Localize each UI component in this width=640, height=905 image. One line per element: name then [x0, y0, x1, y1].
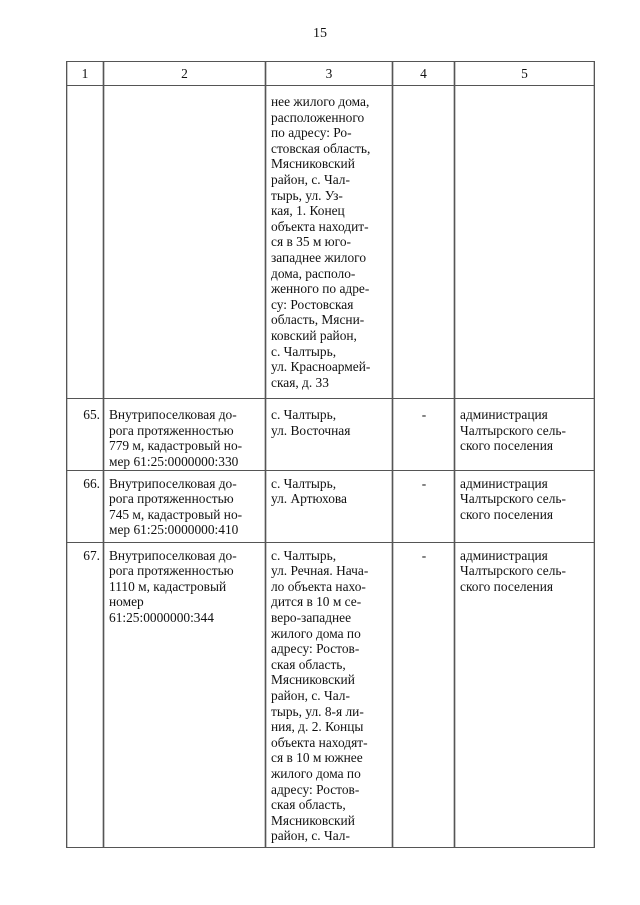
- cell-object-name: [104, 399, 266, 470]
- cell-text-line: Чалтырского сель-: [460, 422, 566, 438]
- cell-text-line: Мясниковский: [271, 672, 355, 688]
- column-header-2: 2: [104, 62, 266, 86]
- cell-text-line: западнее жилого: [271, 249, 367, 265]
- table-row: [67, 542, 595, 847]
- cell-owner: [455, 399, 595, 470]
- cell-text-line: дома, располо-: [271, 265, 356, 281]
- cell-number: 65.: [67, 399, 104, 470]
- column-header-5: 5: [455, 62, 595, 86]
- cell-text-line: расположенного: [271, 109, 365, 125]
- cell-empty: [67, 86, 104, 399]
- cell-location: [266, 470, 393, 542]
- cell-text-line: жилого дома по: [271, 625, 361, 641]
- cell-col4: -: [393, 399, 455, 470]
- cell-object-name: [104, 470, 266, 542]
- cell-empty: [455, 86, 595, 399]
- cell-text-line: с. Чалтырь,: [271, 343, 337, 359]
- cell-text-line: район, с. Чал-: [271, 171, 350, 187]
- cell-text-line: 1110 м, кадастровый: [109, 578, 227, 594]
- cell-text-line: ская, д. 33: [271, 374, 329, 390]
- cell-text-line: объекта находит-: [271, 218, 369, 234]
- page-number: 15: [313, 26, 327, 41]
- table-row: [67, 470, 595, 542]
- cell-col4: -: [393, 542, 455, 847]
- cell-text-line: Чалтырского сель-: [460, 563, 566, 579]
- cell-text-line: ул. Речная. Нача-: [271, 563, 369, 579]
- cell-text-line: 779 м, кадастровый но-: [109, 438, 243, 454]
- cell-text-line: Чалтырского сель-: [460, 491, 566, 507]
- cell-text-line: жилого дома по: [271, 765, 361, 781]
- column-header-4: 4: [393, 62, 455, 86]
- cell-text-line: стовская область,: [271, 140, 371, 156]
- cell-text-line: су: Ростовская: [271, 296, 354, 312]
- cell-number: 66.: [67, 470, 104, 542]
- cell-empty: [104, 86, 266, 399]
- cell-text-line: ул. Артюхова: [271, 491, 347, 507]
- cell-text-line: рога протяженностью: [109, 563, 234, 579]
- cell-text-line: с. Чалтырь,: [271, 547, 337, 563]
- cell-text-line: 745 м, кадастровый но-: [109, 506, 243, 522]
- cell-location: [266, 542, 393, 847]
- cell-text-line: администрация: [460, 475, 548, 491]
- cell-col4: -: [393, 470, 455, 542]
- cell-owner: [455, 542, 595, 847]
- cell-text-line: рога протяженностью: [109, 491, 234, 507]
- cell-text-line: мер 61:25:0000000:330: [109, 454, 239, 470]
- cell-text-line: Внутрипоселковая до-: [109, 475, 237, 491]
- cell-text-line: ского поселения: [460, 578, 554, 594]
- column-header-1: 1: [67, 62, 104, 86]
- cell-text-line: ковский район,: [271, 327, 357, 343]
- cell-text-line: область, Мясни-: [271, 312, 365, 328]
- cell-number: 67.: [67, 542, 104, 847]
- cell-text-line: Внутрипоселковая до-: [109, 547, 237, 563]
- table-row: [67, 399, 595, 470]
- cell-text-line: номер: [109, 594, 144, 610]
- cell-text-line: администрация: [460, 547, 548, 563]
- table-row-continuation: [67, 86, 595, 399]
- cell-owner: [455, 470, 595, 542]
- cell-text-line: по адресу: Ро-: [271, 125, 352, 141]
- cell-location-continuation: [266, 86, 393, 399]
- cell-text-line: объекта находят-: [271, 734, 368, 750]
- cell-text-line: дится в 10 м се-: [271, 594, 362, 610]
- cell-text-line: рога протяженностью: [109, 422, 234, 438]
- column-header-3: 3: [266, 62, 393, 86]
- cell-text-line: ская область,: [271, 656, 346, 672]
- cell-text-line: тырь, ул. Уз-: [271, 187, 343, 203]
- cell-text-line: администрация: [460, 407, 548, 423]
- cell-empty: [393, 86, 455, 399]
- cell-text-line: женного по адре-: [271, 281, 370, 297]
- cell-text-line: с. Чалтырь,: [271, 407, 337, 423]
- cell-text-line: веро-западнее: [271, 610, 352, 626]
- cell-text-line: адресу: Ростов-: [271, 641, 360, 657]
- cell-text-line: ул. Восточная: [271, 422, 351, 438]
- cell-text-line: тырь, ул. 8-я ли-: [271, 703, 364, 719]
- cell-text-line: кая, 1. Конец: [271, 203, 345, 219]
- cell-object-name: [104, 542, 266, 847]
- cell-location: [266, 399, 393, 470]
- cell-text-line: Внутрипоселковая до-: [109, 407, 237, 423]
- objects-table: [66, 61, 595, 848]
- cell-text-line: ся в 10 м южнее: [271, 750, 363, 766]
- cell-text-line: 61:25:0000000:344: [109, 610, 214, 626]
- cell-text-line: ская область,: [271, 797, 346, 813]
- cell-text-line: район, с. Чал-: [271, 828, 350, 844]
- cell-text-line: район, с. Чал-: [271, 688, 350, 703]
- cell-text-line: адресу: Ростов-: [271, 781, 360, 797]
- cell-text-line: ся в 35 м юго-: [271, 234, 351, 250]
- cell-text-line: ло объекта нахо-: [271, 578, 366, 594]
- cell-text-line: ского поселения: [460, 438, 554, 454]
- cell-text-line: Мясниковский: [271, 812, 355, 828]
- cell-text-line: нее жилого дома,: [271, 94, 370, 109]
- cell-text-line: ния, д. 2. Концы: [271, 719, 364, 735]
- cell-text-line: ского поселения: [460, 506, 554, 522]
- cell-text-line: ул. Красноармей-: [271, 359, 371, 375]
- cell-text-line: мер 61:25:0000000:410: [109, 522, 239, 538]
- cell-text-line: Мясниковский: [271, 156, 355, 172]
- cell-text-line: с. Чалтырь,: [271, 475, 337, 491]
- table-header-row: [67, 62, 595, 86]
